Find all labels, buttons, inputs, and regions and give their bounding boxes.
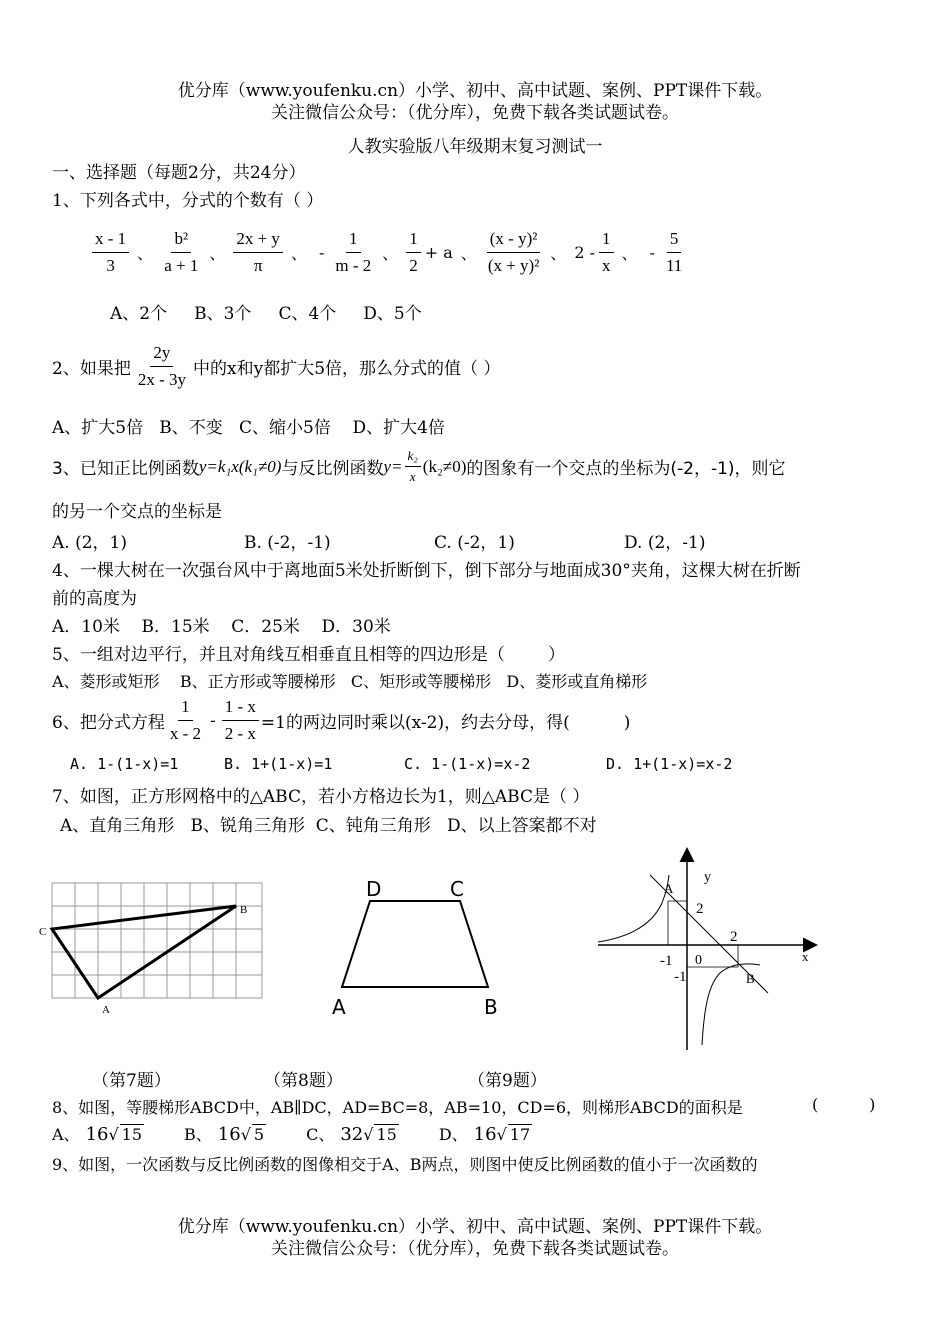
q8-options [52,1122,532,1145]
q1-fraction-3: $\frac{2x + y}{\pi}$ [233,226,283,279]
q6-fraction-1: $\frac{1}{x - 2}$ [167,694,204,747]
q8-paren: ( ) [812,1095,876,1114]
fig9-label-y: y [704,870,711,885]
fig8-label-b: B [484,995,498,1019]
figure-9-function-graph [590,845,820,1055]
q6-option-b: B. 1+(1-x)=1 [224,755,333,773]
q4-line-1: 4、一棵大树在一次强台风中于离地面5米处折断倒下，倒下部分与地面成30°夹角，这棵大树在折断 [52,561,801,581]
q6-fraction-2: $\frac{1 - x}{2 - x}$ [222,694,259,747]
q1-fraction-7: $\frac{1}{x}$ [599,226,614,279]
q2-fraction: $\frac{2y}{2x - 3y}$ [135,340,189,393]
q9-stem: 9、如图，一次函数与反比例函数的图像相交于A、B两点，则图中使反比例函数的值小于一次函数的 [52,1155,758,1174]
q5-stem: 5、一组对边平行，并且对角线互相垂直且相等的四边形是（ ） [52,645,566,665]
q1-options: A、2个 B、3个 C、4个 D、5个 [110,304,422,324]
q7-options: A、直角三角形 B、锐角三角形 C、钝角三角形 D、以上答案都不对 [60,816,597,836]
fig9-label-b: B [746,971,755,986]
caption-fig7: （第7题） [92,1071,171,1091]
q1-fraction-2: $\frac{\text{b²}}{a + 1}$ [161,226,201,279]
q8-option-d: D、 16√ 17 [438,1124,531,1145]
q8-option-b: B、 16√ 5 [184,1124,265,1145]
section-heading: 一、选择题（每题2分，共24分） [52,163,306,183]
q6-stem: 6、把分式方程 $\frac{1}{x - 2}$ - $\frac{1 - x}{2 - x}$ =1的两边同时乘以(x-2)，约去分母，得( ) [52,694,630,747]
fig9-origin: 0 [695,953,702,968]
fig7-label-c: C [39,926,47,938]
q5-options: A、菱形或矩形 B、正方形或等腰梯形 C、矩形或等腰梯形 D、菱形或直角梯形 [52,672,648,691]
q4-options: A．10米 B．15米 C．25米 D．30米 [52,617,391,637]
q1-fraction-4: $\frac{1}{m - 2}$ [332,226,374,279]
page-title: 人教实验版八年级期末复习测试一 [347,137,603,157]
fig8-label-d: D [366,877,382,901]
q6-option-c: C. 1-(1-x)=x-2 [404,755,531,773]
fig7-label-a: A [102,1004,110,1016]
q1-fraction-5: $\frac{1}{2}$ [406,226,421,279]
q1-expressions: $\frac{x - 1}{3}$ 、 $\frac{\text{b²}}{a + 1}$ 、 $\frac{2x + y}{\pi}$ 、 - $\frac{1}{m - 2}$ 、 $\frac{1}{2}$ + a 、 $\frac{\text{(x - y)²}}{\text{(x + y)²}}$ 、 2 - $\frac{1}{x}$ 、 - $\frac{5}{11}$ [90,226,687,279]
fig9-tick-x-minus1: -1 [660,953,673,969]
caption-fig9: （第9题） [468,1071,547,1091]
q7-stem: 7、如图，正方形网格中的△ABC，若小方格边长为1，则△ABC是（ ） [52,787,590,807]
fig8-label-c: C [450,877,464,901]
q1-fraction-8: $\frac{5}{11}$ [663,226,685,279]
q1-stem: 1、下列各式中，分式的个数有（ ） [52,191,324,211]
q3-option-c: C. (-2，1) [434,533,515,553]
q6-option-a: A. 1-(1-x)=1 [70,755,179,773]
q3-option-a: A. (2，1) [52,533,127,553]
fig8-label-a: A [332,995,346,1019]
fig9-label-x: x [802,949,809,964]
q8-option-c: C、 32√ 15 [306,1124,397,1145]
q6-option-d: D. 1+(1-x)=x-2 [606,755,733,773]
figure-7-grid-triangle [36,875,272,1020]
caption-fig8: （第8题） [264,1071,343,1091]
q8-stem: 8、如图，等腰梯形ABCD中，AB∥DC，AD=BC=8，AB=10，CD=6，则梯形ABCD的面积是 [52,1098,743,1117]
fig9-tick-y-minus1: -1 [674,969,687,985]
q2-options: A、扩大5倍 B、不变 C、缩小5倍 D、扩大4倍 [52,418,445,438]
q4-line-2: 前的高度为 [52,589,137,609]
q3-option-d: D. (2，-1) [624,533,706,553]
header-line-2: 关注微信公众号：（优分库），免费下载各类试题试卷。 [271,103,679,123]
figure-8-trapezoid [326,875,506,1025]
q3-stem: 3、已知正比例函数 y=k₁x(k₁≠0) 与反比例函数 y= $\frac{\text{k₂}}{x}$ (k₂≠0) 的图象有一个交点的坐标为(-2，-1)，则它 [52,446,786,487]
fig7-label-b: B [240,904,248,916]
header-line-1: 优分库（www.youfenku.cn）小学、初中、高中试题、案例、PPT课件下载。 [177,81,773,101]
q3-line-2: 的另一个交点的坐标是 [52,502,222,522]
hyperbola-branch-left [598,875,669,942]
grid-lines [52,883,262,998]
fig9-label-a: A [664,881,674,896]
q2-stem: 2、如果把 $\frac{2y}{2x - 3y}$ 中的x和y都扩大5倍，那么分式的值（ ） [52,340,500,393]
footer-line-2: 关注微信公众号：（优分库），免费下载各类试题试卷。 [271,1239,679,1259]
q3-fraction: $\frac{\text{k₂}}{x}$ [405,446,421,487]
q3-option-b: B. (-2，-1) [244,533,331,553]
fig9-tick-x-2: 2 [730,929,738,945]
q1-fraction-1: $\frac{x - 1}{3}$ [92,226,129,279]
fig9-tick-y-2: 2 [696,901,704,917]
trapezoid-abcd [342,901,488,987]
q1-fraction-6: $\frac{\text{(x - y)²}}{\text{(x + y)²}}$ [485,226,543,279]
footer-line-1: 优分库（www.youfenku.cn）小学、初中、高中试题、案例、PPT课件下载。 [177,1217,773,1237]
q8-option-a: A、 16√ 15 [52,1124,143,1145]
